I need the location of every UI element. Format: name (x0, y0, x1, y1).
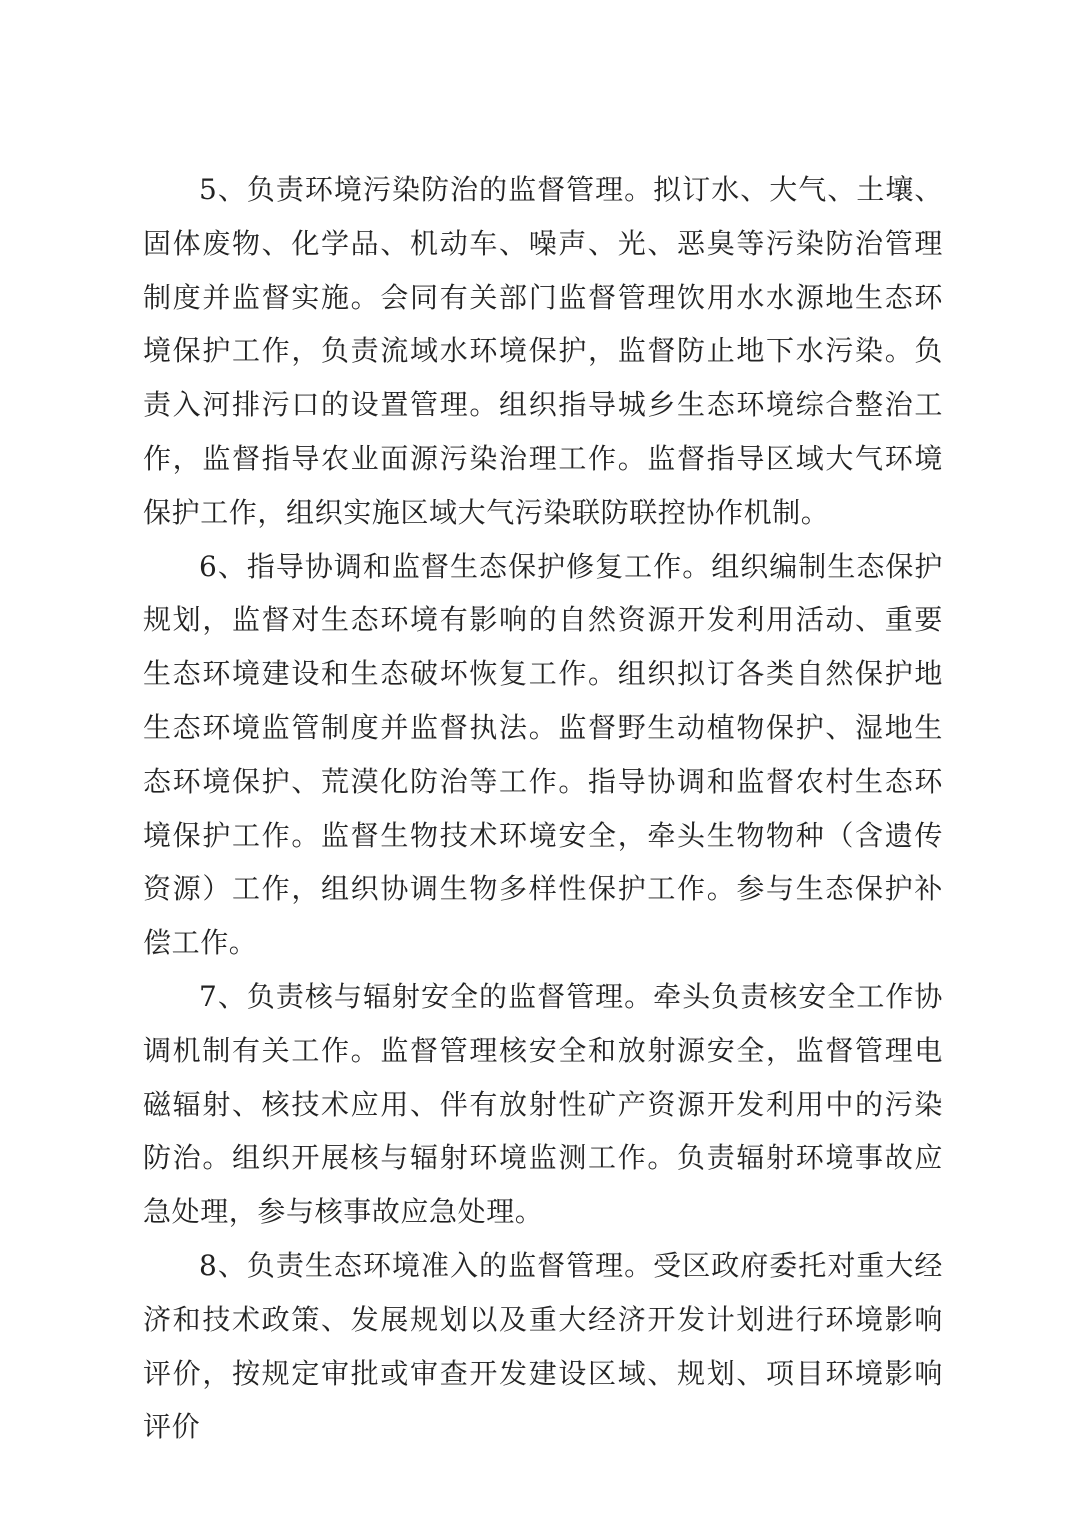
document-page (143, 163, 943, 1454)
paragraph-item-8: 8、负责生态环境准入的监督管理。受区政府委托对重大经济和技术政策、发展规划以及重大经济开发计划进行环境影响评价，按规定审批或审查开发建设区域、规划、项目环境影响评价 (143, 1248, 943, 1444)
paragraph-item-7: 7、负责核与辐射安全的监督管理。牵头负责核安全工作协调机制有关工作。监督管理核安全和放射源安全，监督管理电磁辐射、核技术应用、伴有放射性矿产资源开发利用中的污染防治。组织开展核与辐射环境监测工作。负责辐射环境事故应急处理，参与核事故应急处理。 (143, 979, 943, 1229)
paragraph-item-6: 6、指导协调和监督生态保护修复工作。组织编制生态保护规划，监督对生态环境有影响的自然资源开发利用活动、重要生态环境建设和生态破坏恢复工作。组织拟订各类自然保护地生态环境监管制度并监督执法。监督野生动植物保护、湿地生态环境保护、荒漠化防治等工作。指导协调和监督农村生态环境保护工作。监督生物技术环境安全，牵头生物物种（含遗传资源）工作，组织协调生物多样性保护工作。参与生态保护补偿工作。 (143, 549, 943, 960)
paragraph-item-5: 5、负责环境污染防治的监督管理。拟订水、大气、土壤、固体废物、化学品、机动车、噪声、光、恶臭等污染防治管理制度并监督实施。会同有关部门监督管理饮用水水源地生态环境保护工作，负责流域水环境保护，监督防止地下水污染。负责入河排污口的设置管理。组织指导城乡生态环境综合整治工作，监督指导农业面源污染治理工作。监督指导区域大气环境保护工作，组织实施区域大气污染联防联控协作机制。 (143, 173, 943, 529)
